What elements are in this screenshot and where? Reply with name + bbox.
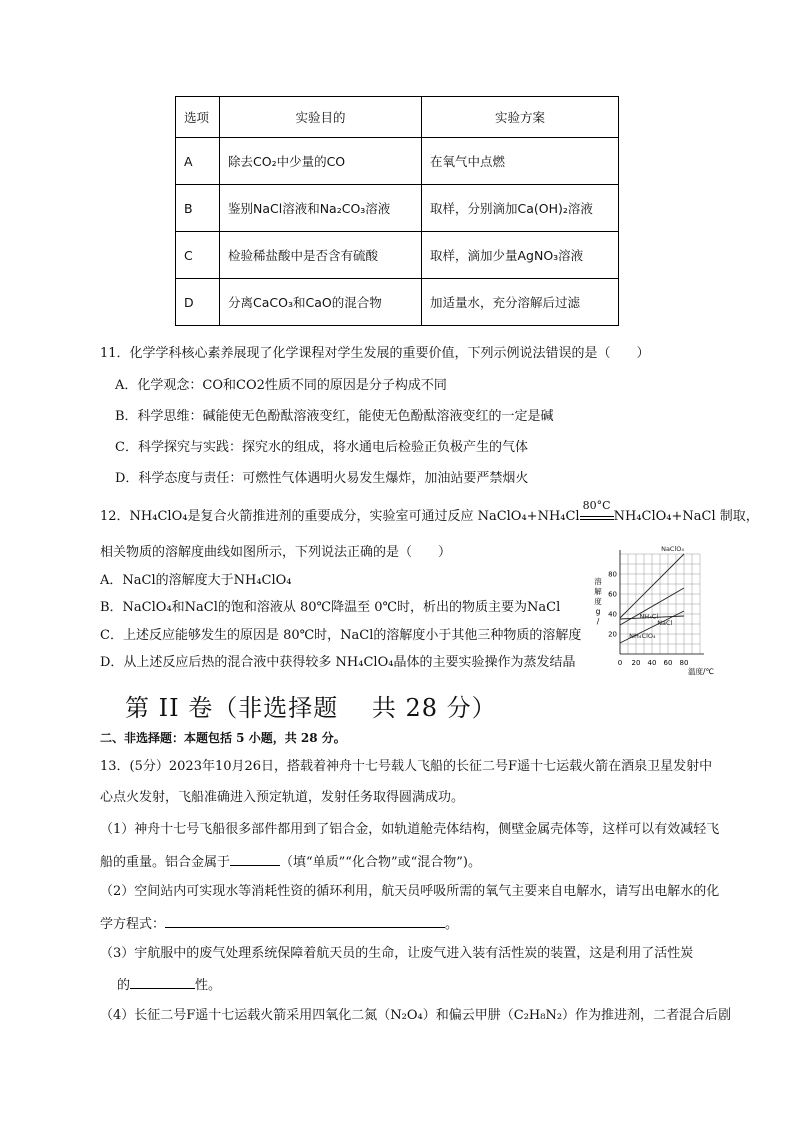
solubility-chart (590, 544, 730, 686)
q13-part2-line1: （2）空间站内可实现水等消耗性资的循环利用，航天员呼吸所需的氧气主要来自电解水，请写出电解水的化 (100, 884, 720, 899)
table-cell-purpose: 鉴别NaCl溶液和Na₂CO₃溶液 (220, 185, 422, 232)
q11-stem: 11．化学学科核心素养展现了化学课程对学生发展的重要价值，下列示例说法错误的是（ ） (100, 346, 650, 361)
q13-part2-text: 学方程式： (100, 917, 166, 932)
table-header-option: 选项 (176, 97, 220, 138)
q11-option-c: C．科学探究与实践：探究水的组成，将水通电后检验正负极产生的气体 (115, 440, 528, 455)
section-intro: 二、非选择题：本题包括 5 小题，共 28 分。 (100, 731, 346, 745)
q12-option-c: C．上述反应能够发生的原因是 80℃时，NaCl的溶解度小于其他三种物质的溶解度 (100, 628, 582, 643)
experiment-table (175, 96, 619, 326)
q13-part1-line2 (100, 853, 481, 871)
q13-part2-end: 。 (445, 917, 459, 932)
y-tick-label: 20 (608, 630, 617, 639)
series-label: NH₄ClO₄ (629, 631, 656, 640)
series-label: NaCl (657, 618, 673, 627)
table-row (176, 138, 619, 185)
table-cell-purpose: 分离CaCO₃和CaO的混合物 (220, 279, 422, 326)
q13-part1-hint: （填“单质”“化合物”或“混合物”)。 (280, 855, 481, 870)
q12-option-d: D．从上述反应后热的混合液中获得较多 NH₄ClO₄晶体的主要实验操作为蒸发结晶 (100, 655, 576, 670)
y-axis-label-char: 解 (594, 587, 602, 596)
table-cell-option: B (176, 185, 220, 232)
x-tick-label: 80 (679, 659, 689, 667)
y-tick-label: 60 (608, 590, 617, 599)
series-label: NaClO₄ (661, 545, 684, 553)
table-row (176, 185, 619, 232)
table-row (176, 279, 619, 326)
q13-stem-line2: 心点火发射，飞船准确进入预定轨道，发射任务取得圆满成功。 (100, 790, 465, 805)
q11-option-a: A．化学观念：CO和CO2性质不同的原因是分子构成不同 (115, 378, 447, 393)
table-cell-plan: 取样，滴加少量AgNO₃溶液 (422, 232, 619, 279)
q12-option-a: A．NaCl的溶解度大于NH₄ClO₄ (100, 573, 292, 588)
q13-part3-line2 (117, 976, 221, 994)
y-tick-label: 40 (608, 610, 617, 619)
q11-option-d: D．科学态度与责任：可燃性气体遇明火易发生爆炸，加油站要严禁烟火 (115, 471, 529, 486)
table-cell-plan: 加适量水，充分溶解后过滤 (422, 279, 619, 326)
reaction-condition: 80°C (582, 499, 611, 512)
table-header-purpose: 实验目的 (220, 97, 422, 138)
q12-option-b: B．NaClO₄和NaCl的饱和溶液从 80℃降温至 0℃时，析出的物质主要为NaCl (100, 600, 561, 615)
y-axis-label-char: / (596, 617, 600, 626)
q13-part3-text: 的 (117, 978, 131, 993)
table-cell-purpose: 检验稀盐酸中是否含有硫酸 (220, 232, 422, 279)
y-tick-label: 80 (608, 570, 617, 579)
q11-option-b: B．科学思维：碱能使无色酚酞溶液变红，能使无色酚酞溶液变红的一定是碱 (115, 409, 554, 424)
q12-stem-start: 12．NH₄ClO₄是复合火箭推进剂的重要成分，实验室可通过反应 NaClO₄+NH₄Cl (100, 509, 580, 524)
q12-stem-end: NH₄ClO₄+NaCl 制取， (613, 509, 759, 524)
q13-part3-line1: （3）宇航服中的废气处理系统保障着航天员的生命，让废气进入装有活性炭的装置，这是利用了活性炭 (100, 946, 694, 961)
table-cell-option: D (176, 279, 220, 326)
table-row (176, 232, 619, 279)
y-axis-label-char: g (595, 607, 601, 616)
q12-stem (100, 499, 759, 525)
table-cell-purpose: 除去CO₂中少量的CO (220, 138, 422, 185)
q13-part4-line1: （4）长征二号F遥十七运载火箭采用四氧化二氮（N₂O₄）和偏云甲肼（C₂H₈N₂）作为推进剂，二者混合后剧 (100, 1008, 732, 1023)
table-cell-option: A (176, 138, 220, 185)
y-axis-label-char: 溶 (594, 577, 602, 586)
y-axis-label-char: 度 (594, 597, 602, 606)
table-cell-plan: 取样，分别滴加Ca(OH)₂溶液 (422, 185, 619, 232)
q12-stem-line2: 相关物质的溶解度曲线如图所示，下列说法正确的是（ ） (100, 545, 452, 560)
reaction-arrow (580, 499, 614, 520)
x-tick-label: 40 (647, 659, 657, 667)
q13-stem-line1: 13．(5分）2023年10月26日，搭载着神舟十七号载人飞船的长征二号F遥十七运载火箭在酒泉卫星发射中 (100, 759, 713, 774)
q13-part1-text: 船的重量。铝合金属于 (100, 855, 231, 870)
answer-blank[interactable] (230, 853, 280, 866)
table-header-plan: 实验方案 (422, 97, 619, 138)
table-cell-option: C (176, 232, 220, 279)
q13-part3-end: 性。 (195, 978, 222, 993)
section-title: 第 II 卷（非选择题 共 28 分） (125, 694, 497, 722)
series-label: NH₄Cl (639, 612, 659, 621)
q13-part1-line1: （1）神舟十七号飞船很多部件都用到了铝合金，如轨道舱壳体结构，侧壁金属壳体等，这样可以有效减轻飞 (100, 822, 720, 837)
table-cell-plan: 在氧气中点燃 (422, 138, 619, 185)
q13-part2-line2 (100, 915, 458, 933)
answer-blank[interactable] (165, 915, 445, 928)
x-tick-label: 60 (663, 659, 673, 667)
answer-blank[interactable] (130, 976, 195, 989)
x-axis-label: 温度/℃ (688, 667, 714, 676)
x-tick-label: 20 (631, 659, 641, 667)
x-tick-label: 0 (617, 659, 623, 667)
